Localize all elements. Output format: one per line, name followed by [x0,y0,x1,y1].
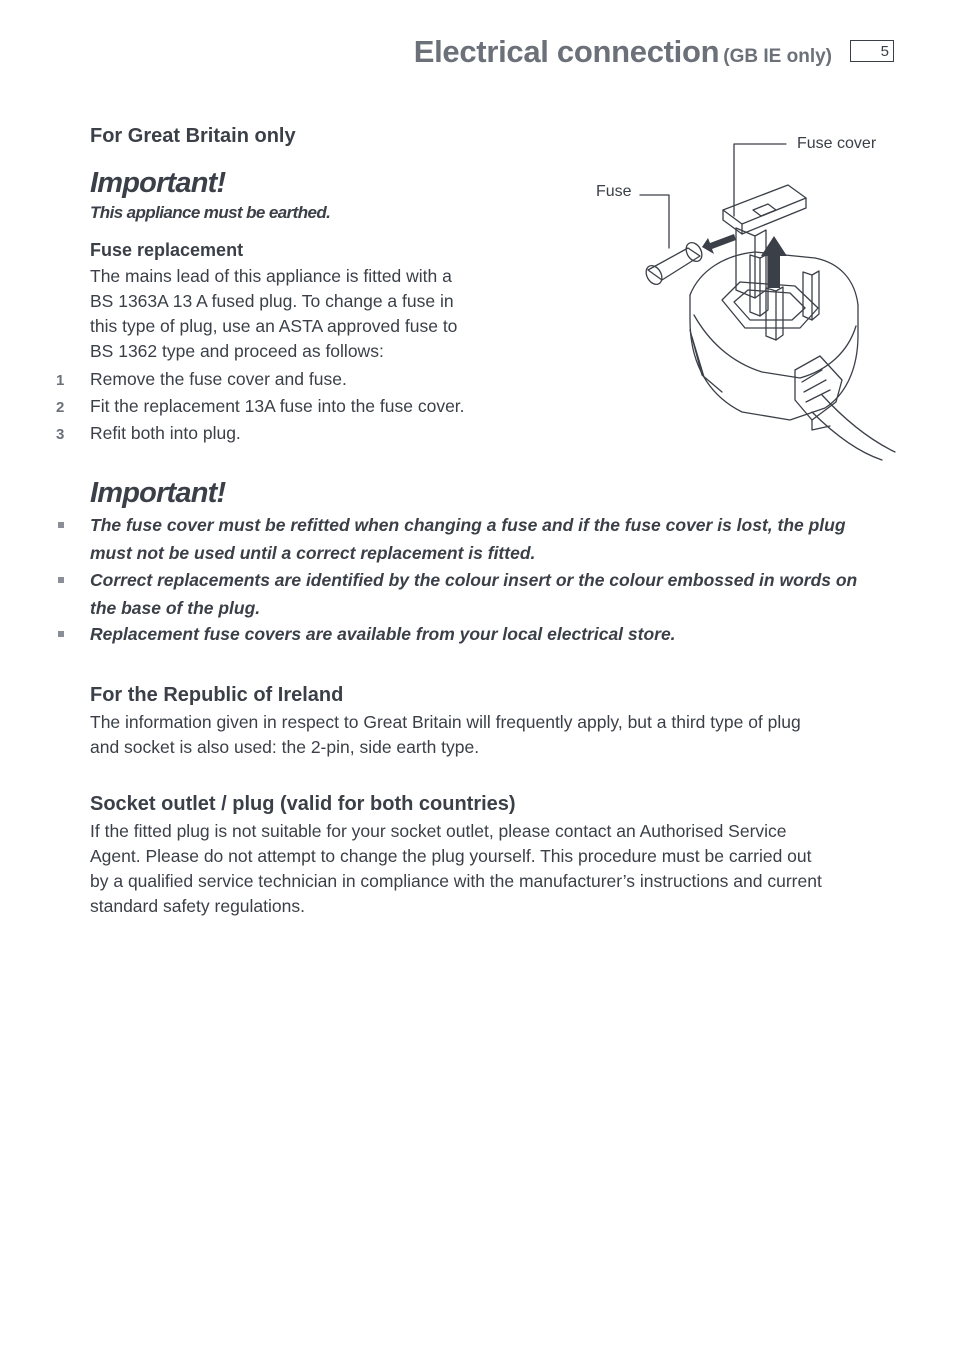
remove-arrow [702,234,736,254]
text-line: standard safety regulations. [90,896,305,916]
fuse-cover-leader [734,144,786,216]
text-line: by a qualified service technician in compliance with the manufacturer’s instructions and current [90,871,822,891]
bullet-marker-icon [58,522,64,528]
bullet-text [90,621,676,649]
important-title-2: Important! [90,477,226,509]
step-number: 1 [56,372,65,389]
text-line: must not be used until a correct replacement is fitted. [90,542,536,563]
text-line: the base of the plug. [90,597,261,618]
important-bullet [58,567,857,622]
important-title-1: Important! [90,167,226,199]
plug-body [690,295,858,420]
bullet-text [90,567,857,622]
page-title: Electrical connection [413,34,720,69]
step-number: 3 [56,426,65,443]
step-text: Refit both into plug. [90,423,241,443]
text-line: If the fitted plug is not suitable for your socket outlet, please contact an Authorised Service [90,821,787,841]
bullet-marker-icon [58,577,64,583]
step-item [56,421,241,447]
plug-drawing [590,130,910,470]
lift-arrow [761,236,787,288]
fuse-leader [640,195,669,248]
step-item [56,394,465,420]
text-line: The information given in respect to Great Britain will frequently apply, but a third type of plug [90,712,801,732]
ireland-text [90,710,801,760]
text-line: Agent. Please do not attempt to change the plug yourself. This procedure must be carried out [90,846,812,866]
step-text: Remove the fuse cover and fuse. [90,369,347,389]
socket-text [90,819,822,919]
page-header [414,34,832,70]
text-line: BS 1363A 13 A fused plug. To change a fuse in [90,291,454,311]
ireland-heading: For the Republic of Ireland [90,684,344,706]
socket-heading: Socket outlet / plug (valid for both countries) [90,793,516,815]
fuse-holder [736,228,755,298]
step-item [56,367,347,393]
earthed-note: This appliance must be earthed. [90,203,331,222]
plug-illustration [590,130,910,470]
text-line: and socket is also used: the 2-pin, side earth type. [90,737,480,757]
fuse-replacement-text [90,264,457,364]
text-line: Replacement fuse covers are available from your local electrical store. [90,624,676,644]
fuse-replacement-heading: Fuse replacement [90,240,244,260]
fuse [648,248,700,280]
page-subtitle: (GB IE only) [723,46,832,67]
bullet-text [90,512,846,567]
bullet-marker-icon [58,631,64,637]
fuse-cover-label: Fuse cover [797,135,877,152]
important-bullet [58,512,846,567]
text-line: this type of plug, use an ASTA approved fuse to [90,316,458,336]
text-line: The mains lead of this appliance is fitted with a [90,266,452,286]
fuse-cover [723,185,806,224]
text-line: Correct replacements are identified by the colour insert or the colour embossed in words on [90,570,858,590]
important-bullet [58,621,676,649]
step-text: Fit the replacement 13A fuse into the fuse cover. [90,396,465,416]
step-number: 2 [56,399,65,416]
live-pin [803,272,812,320]
gb-heading: For Great Britain only [90,125,296,147]
text-line: The fuse cover must be refitted when changing a fuse and if the fuse cover is lost, the plug [90,515,846,535]
page-number: 5 [850,40,894,62]
fuse-label: Fuse [596,183,632,200]
text-line: BS 1362 type and proceed as follows: [90,341,384,361]
